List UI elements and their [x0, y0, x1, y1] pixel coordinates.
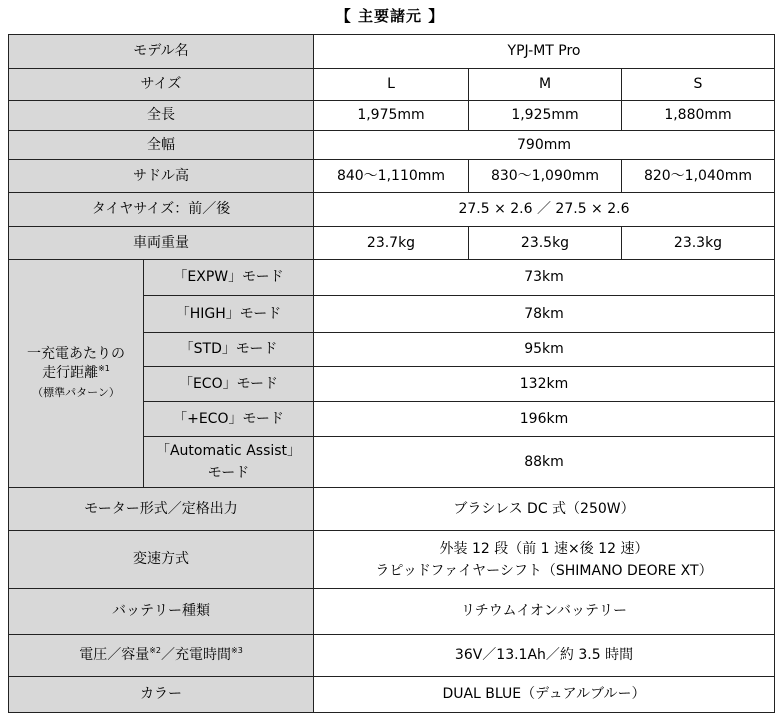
- mode-high-label: 「HIGH」モード: [144, 296, 314, 333]
- size-label: サイズ: [9, 69, 314, 101]
- row-voltage: [9, 635, 775, 677]
- row-width: [9, 131, 775, 160]
- range-label-line3: （標準パターン）: [32, 386, 120, 399]
- mode-expw-label: 「EXPW」モード: [144, 260, 314, 296]
- range-label-line2: 走行距離$^{※1}$: [42, 364, 110, 381]
- length-value-m: 1,925mm: [469, 101, 622, 131]
- tire-label: タイヤサイズ：前／後: [9, 193, 314, 227]
- weight-value-m: 23.5kg: [469, 227, 622, 260]
- gear-value: [314, 531, 775, 589]
- voltage-value: 36V／13.1Ah／約 3.5 時間: [314, 635, 775, 677]
- note-mark-3: ※3: [231, 646, 243, 655]
- row-mode-expw: [9, 260, 775, 296]
- model-value: YPJ-MT Pro: [314, 35, 775, 69]
- saddle-value-s: 820〜1,040mm: [622, 160, 775, 193]
- row-color: [9, 677, 775, 713]
- range-label-line1: 一充電あたりの: [27, 346, 125, 362]
- mode-auto-label: [144, 437, 314, 488]
- row-length: [9, 101, 775, 131]
- mode-eco-label: 「ECO」モード: [144, 367, 314, 402]
- length-value-l: 1,975mm: [314, 101, 469, 131]
- saddle-label: サドル高: [9, 160, 314, 193]
- size-value-l: L: [314, 69, 469, 101]
- length-label: 全長: [9, 101, 314, 131]
- mode-eco-value: 132km: [314, 367, 775, 402]
- row-size: [9, 69, 775, 101]
- gear-label: 変速方式: [9, 531, 314, 589]
- mode-expw-value: 73km: [314, 260, 775, 296]
- motor-label: モーター形式／定格出力: [9, 488, 314, 531]
- saddle-value-m: 830〜1,090mm: [469, 160, 622, 193]
- mode-std-label: 「STD」モード: [144, 333, 314, 367]
- size-value-m: M: [469, 69, 622, 101]
- spec-table: [8, 34, 775, 713]
- row-saddle: [9, 160, 775, 193]
- row-motor: [9, 488, 775, 531]
- page-title: 【 主要諸元 】: [335, 7, 445, 25]
- row-weight: [9, 227, 775, 260]
- row-tire: [9, 193, 775, 227]
- weight-label: 車両重量: [9, 227, 314, 260]
- note-mark-1: ※1: [98, 364, 110, 373]
- weight-value-l: 23.7kg: [314, 227, 469, 260]
- width-value: 790mm: [314, 131, 775, 160]
- mode-auto-label-line2: モード: [207, 465, 250, 481]
- saddle-value-l: 840〜1,110mm: [314, 160, 469, 193]
- model-label: モデル名: [9, 35, 314, 69]
- battery-label: バッテリー種類: [9, 589, 314, 635]
- mode-auto-label-line1: 「Automatic Assist」: [155, 443, 302, 459]
- width-label: 全幅: [9, 131, 314, 160]
- voltage-label: 電圧／容量$^{※2}$／充電時間$^{※3}$: [9, 635, 314, 677]
- row-gear: [9, 531, 775, 589]
- battery-value: リチウムイオンバッテリー: [314, 589, 775, 635]
- mode-high-value: 78km: [314, 296, 775, 333]
- mode-plus-eco-label: 「+ECO」モード: [144, 402, 314, 437]
- tire-value: 27.5 × 2.6 ／ 27.5 × 2.6: [314, 193, 775, 227]
- row-model: [9, 35, 775, 69]
- mode-std-value: 95km: [314, 333, 775, 367]
- weight-value-s: 23.3kg: [622, 227, 775, 260]
- row-battery: [9, 589, 775, 635]
- note-mark-2: ※2: [149, 646, 161, 655]
- mode-auto-value: 88km: [314, 437, 775, 488]
- gear-value-line1: 外装 12 段（前 1 速×後 12 速）: [439, 540, 649, 557]
- length-value-s: 1,880mm: [622, 101, 775, 131]
- size-value-s: S: [622, 69, 775, 101]
- mode-plus-eco-value: 196km: [314, 402, 775, 437]
- color-label: カラー: [9, 677, 314, 713]
- range-group-label: [9, 260, 144, 488]
- motor-value: ブラシレス DC 式（250W）: [314, 488, 775, 531]
- gear-value-line2: ラピッドファイヤーシフト（SHIMANO DEORE XT）: [375, 562, 713, 579]
- color-value: DUAL BLUE（デュアルブルー）: [314, 677, 775, 713]
